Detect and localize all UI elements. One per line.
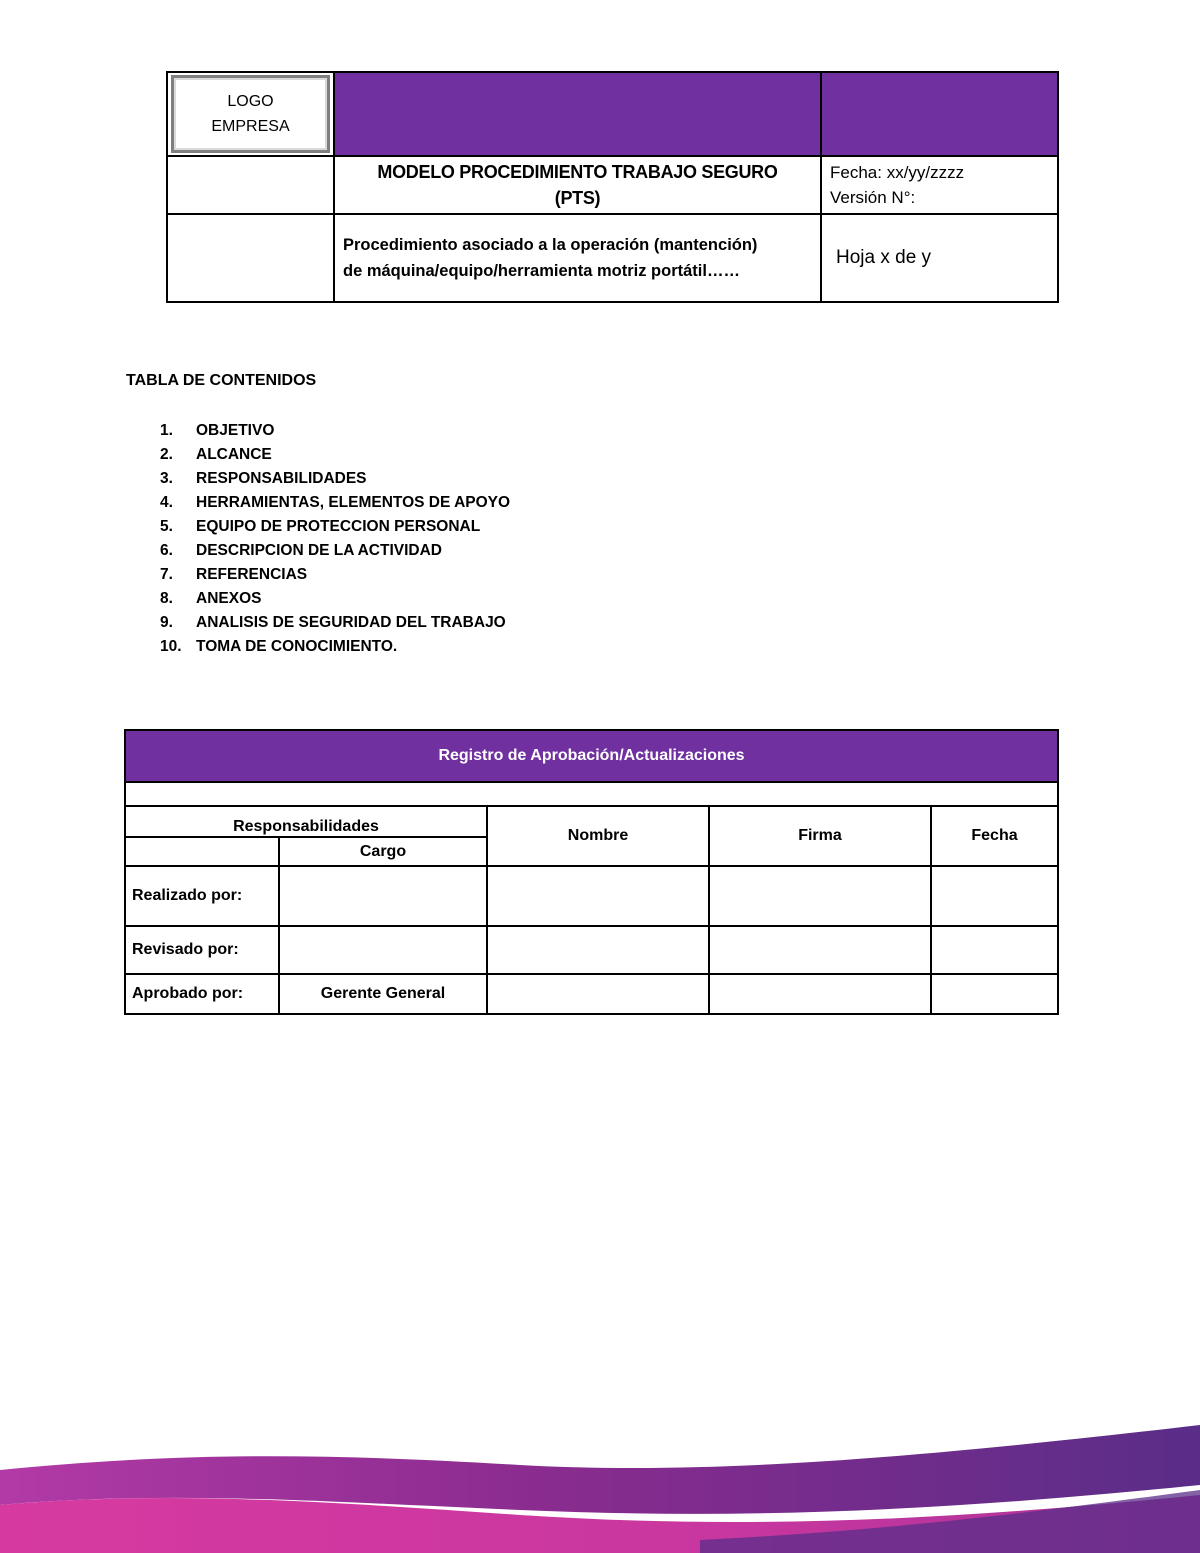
sheet-number: Hoja x de y <box>821 214 1058 302</box>
document-title-line2: (PTS) <box>554 188 601 208</box>
toc-item-number: 1. <box>160 422 173 439</box>
toc-item-label: OBJETIVO <box>196 422 275 439</box>
toc-item <box>160 587 510 611</box>
col-header-responsabilidades: Responsabilidades <box>125 806 487 837</box>
header-empty-cell-2 <box>167 214 334 302</box>
toc-item <box>160 563 510 587</box>
document-date: Fecha: xx/yy/zzzz <box>830 163 965 182</box>
header-empty-cell-1 <box>167 156 334 214</box>
toc-item <box>160 611 510 635</box>
document-version: Versión N°: <box>830 188 916 207</box>
procedure-line2: de máquina/equipo/herramienta motriz portátil…… <box>343 262 740 280</box>
firma-cell <box>709 926 931 974</box>
toc-item-label: EQUIPO DE PROTECCION PERSONAL <box>196 518 481 535</box>
toc-item <box>160 491 510 515</box>
approval-table-title: Registro de Aprobación/Actualizaciones <box>125 730 1058 782</box>
table-row <box>125 974 1058 1014</box>
toc-item-number: 10. <box>160 638 182 655</box>
toc-item-label: ANALISIS DE SEGURIDAD DEL TRABAJO <box>196 614 506 631</box>
logo-text-line2: EMPRESA <box>211 118 290 135</box>
toc-item <box>160 515 510 539</box>
col-header-cargo: Cargo <box>279 837 487 866</box>
toc-item <box>160 443 510 467</box>
table-row <box>125 926 1058 974</box>
logo-text-line1: LOGO <box>227 93 274 110</box>
cargo-cell <box>279 866 487 926</box>
toc-item-number: 8. <box>160 590 173 607</box>
toc-item-label: ANEXOS <box>196 590 262 607</box>
procedure-line1: Procedimiento asociado a la operación (mantención) <box>343 236 758 254</box>
toc-item-number: 6. <box>160 542 173 559</box>
approval-blank-row <box>125 782 1058 806</box>
col-header-nombre: Nombre <box>487 806 709 866</box>
row-label: Realizado por: <box>125 866 279 926</box>
col-header-fecha: Fecha <box>931 806 1058 866</box>
firma-cell <box>709 866 931 926</box>
logo-cell <box>167 72 334 156</box>
toc-item-number: 3. <box>160 470 173 487</box>
document-title-line1: MODELO PROCEDIMIENTO TRABAJO SEGURO <box>377 162 778 182</box>
header-band-right <box>821 72 1058 156</box>
toc-item-label: RESPONSABILIDADES <box>196 470 367 487</box>
toc-item-number: 4. <box>160 494 173 511</box>
toc-item-label: ALCANCE <box>196 446 272 463</box>
toc-item <box>160 467 510 491</box>
approval-table <box>124 729 1059 1015</box>
company-logo-placeholder <box>171 75 330 153</box>
col-header-firma: Firma <box>709 806 931 866</box>
toc-item <box>160 419 510 443</box>
toc-item <box>160 539 510 563</box>
toc-item-number: 9. <box>160 614 173 631</box>
toc-item <box>160 635 510 659</box>
cargo-cell <box>279 926 487 974</box>
firma-cell <box>709 974 931 1014</box>
toc-item-label: REFERENCIAS <box>196 566 308 583</box>
document-meta <box>821 156 1058 214</box>
procedure-description <box>334 214 821 302</box>
toc-item-label: HERRAMIENTAS, ELEMENTOS DE APOYO <box>196 494 511 511</box>
nombre-cell <box>487 974 709 1014</box>
document-header <box>166 71 1059 303</box>
toc-item-number: 2. <box>160 446 173 463</box>
row-label: Revisado por: <box>125 926 279 974</box>
fecha-cell <box>931 926 1058 974</box>
nombre-cell <box>487 926 709 974</box>
toc-list <box>160 419 510 659</box>
toc-item-number: 7. <box>160 566 173 583</box>
toc-item-label: DESCRIPCION DE LA ACTIVIDAD <box>196 542 443 559</box>
fecha-cell <box>931 866 1058 926</box>
header-band-center <box>334 72 821 156</box>
footer-wave-decoration <box>0 1410 1200 1553</box>
toc-item-number: 5. <box>160 518 173 535</box>
col-header-empty <box>125 837 279 866</box>
nombre-cell <box>487 866 709 926</box>
cargo-cell: Gerente General <box>279 974 487 1014</box>
table-row <box>125 866 1058 926</box>
toc-item-label: TOMA DE CONOCIMIENTO. <box>196 638 398 655</box>
document-title <box>334 156 821 214</box>
row-label: Aprobado por: <box>125 974 279 1014</box>
fecha-cell <box>931 974 1058 1014</box>
toc-title: TABLA DE CONTENIDOS <box>126 372 317 389</box>
